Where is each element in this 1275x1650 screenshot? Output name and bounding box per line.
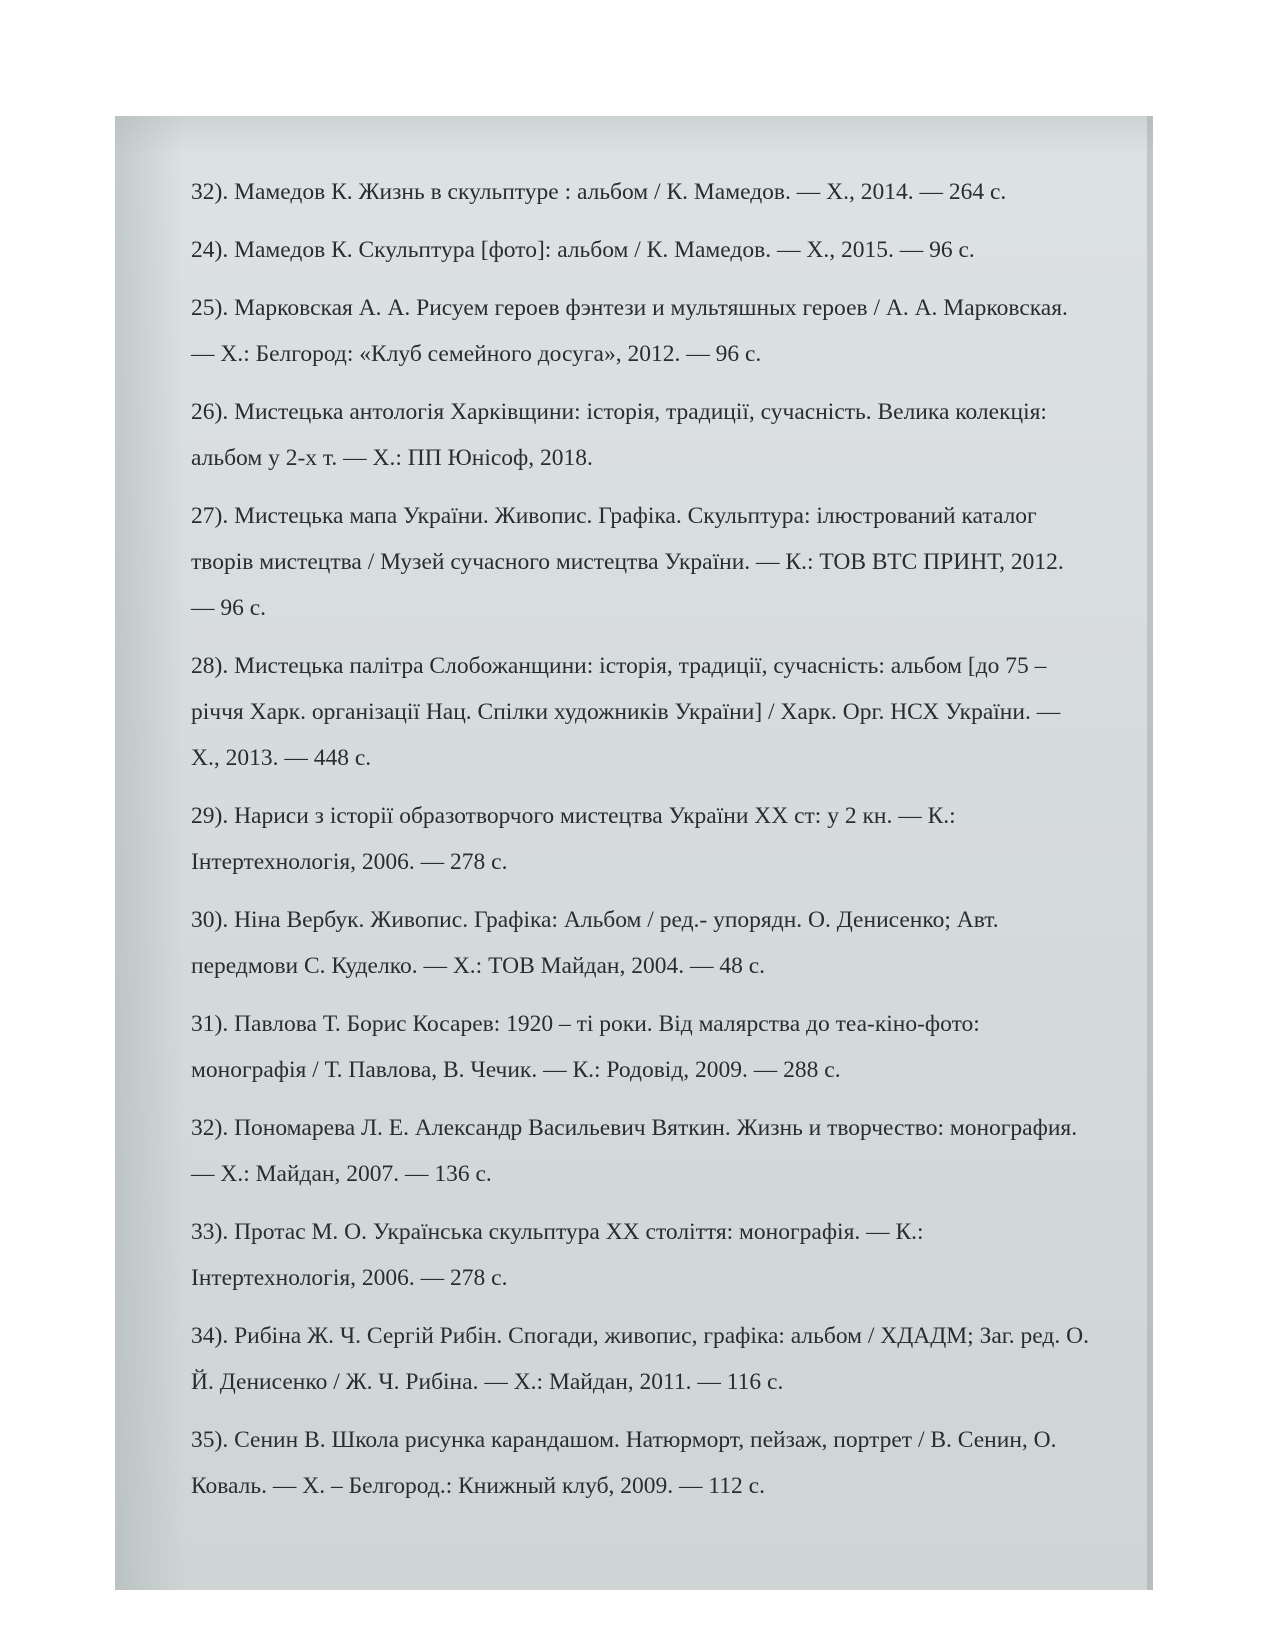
page-shadow-top	[115, 116, 1153, 156]
bibliography-entry: 31). Павлова Т. Борис Косарев: 1920 – ті роки. Від малярства до теа-кіно-фото: монографія / Т. Павлова, В. Чечик. — К.: Родовід, 2009. — 288 с.	[191, 1011, 980, 1083]
bibliography-entry: 32). Мамедов К. Жизнь в скульптуре : альбом / К. Мамедов. — Х., 2014. — 264 с.	[191, 179, 1007, 205]
bibliography-entry: 34). Рибіна Ж. Ч. Сергій Рибін. Спогади, живопис, графіка: альбом / ХДАДМ; Заг. ред. О. Й. Денисенко / Ж. Ч. Рибіна. — Х.: Майдан, 2011. — 116 с.	[191, 1323, 1089, 1395]
bibliography-entry: 29). Нариси з історії образотворчого мистецтва України XX ст: у 2 кн. — К.: Інтертехнологія, 2006. — 278 с.	[191, 803, 956, 875]
bibliography-entry: 27). Мистецька мапа України. Живопис. Графіка. Скульптура: ілюстрований каталог творів мистецтва / Музей сучасного мистецтва України. — К.: ТОВ ВТС ПРИНТ, 2012. — 96 с.	[191, 503, 1064, 621]
bibliography-list	[191, 169, 1091, 1521]
bibliography-entry: 25). Марковская А. А. Рисуем героев фэнтези и мультяшных героев / А. А. Марковская. — Х.: Белгород: «Клуб семейного досуга», 2012. — 96 с.	[191, 295, 1068, 367]
bibliography-entry: 30). Ніна Вербук. Живопис. Графіка: Альбом / ред.- упорядн. О. Денисенко; Авт. передмови С. Куделко. — Х.: ТОВ Майдан, 2004. — 48 с.	[191, 907, 999, 979]
bibliography-entry: 28). Мистецька палітра Слобожанщини: історія, традиції, сучасність: альбом [до 75 – річчя Харк. організації Нац. Спілки художників України] / Харк. Орг. НСХ України. — Х., 2013. — 448 с.	[191, 653, 1061, 771]
page-edge-right	[1147, 116, 1153, 1590]
bibliography-entry: 24). Мамедов К. Скульптура [фото]: альбом / К. Мамедов. — Х., 2015. — 96 с.	[191, 237, 975, 263]
bibliography-entry: 33). Протас М. О. Українська скульптура XX століття: монографія. — К.: Інтертехнологія, 2006. — 278 с.	[191, 1219, 924, 1291]
bibliography-entry: 35). Сенин В. Школа рисунка карандашом. Натюрморт, пейзаж, портрет / В. Сенин, О. Коваль. — Х. – Белгород.: Книжный клуб, 2009. — 112 с.	[191, 1427, 1057, 1499]
bibliography-entry: 26). Мистецька антологія Харківщини: історія, традиції, сучасність. Велика колекція: альбом у 2-х т. — Х.: ПП Юнісоф, 2018.	[191, 399, 1047, 471]
page-shadow-left	[115, 116, 185, 1590]
bibliography-entry: 32). Пономарева Л. Е. Александр Васильевич Вяткин. Жизнь и творчество: монография. — Х.: Майдан, 2007. — 136 с.	[191, 1115, 1078, 1187]
document-photo	[115, 116, 1153, 1590]
